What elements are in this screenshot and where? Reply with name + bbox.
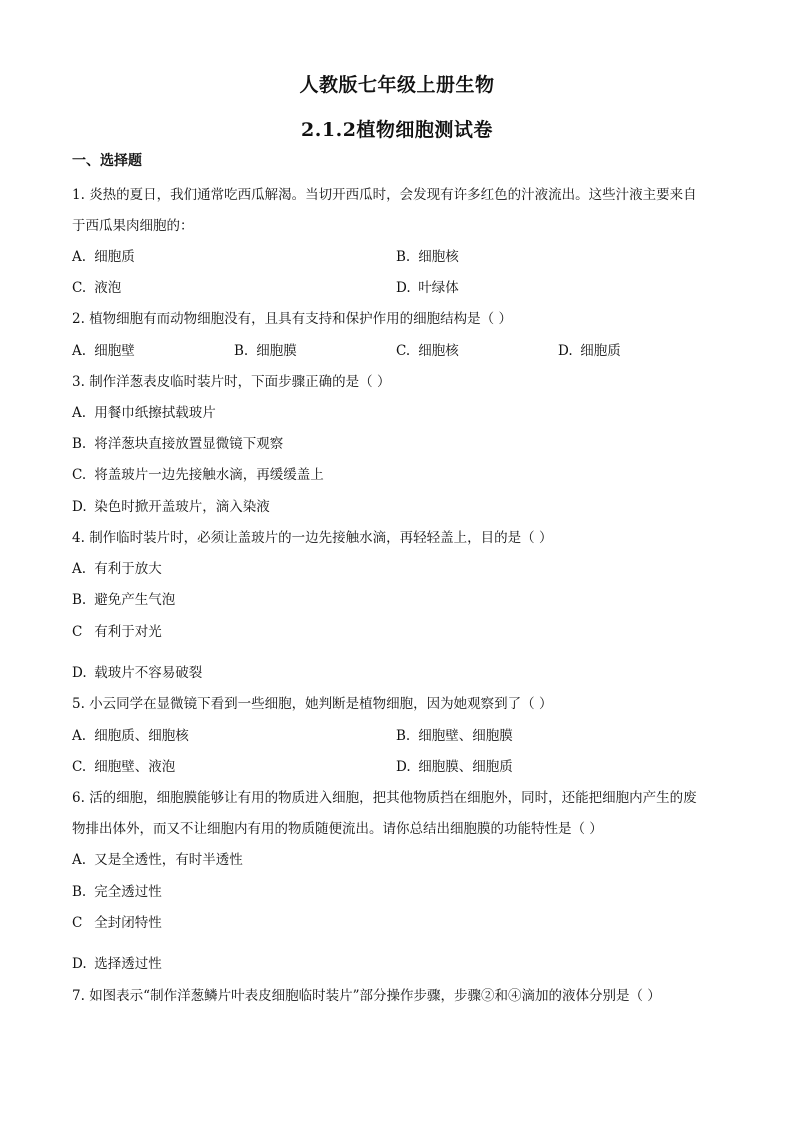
question-6-line-1: [72, 786, 697, 806]
question-3-option-b[interactable]: [72, 432, 283, 452]
question-number: 5.: [72, 696, 85, 712]
option-mark: D.: [558, 343, 573, 359]
question-1-option-b[interactable]: [396, 245, 459, 265]
option-mark: D.: [72, 665, 87, 681]
option-text: 又是全透性，有时半透性: [94, 852, 243, 868]
question-2-option-d[interactable]: [558, 339, 621, 359]
option-mark: B.: [396, 728, 411, 744]
question-text: 小云同学在显微镜下看到一些细胞，她判断是植物细胞，因为她观察到了（ ）: [89, 696, 553, 712]
question-4-option-d[interactable]: [72, 661, 202, 681]
question-1-line-2: 于西瓜果肉细胞的：: [72, 218, 194, 234]
question-7-line-1: [72, 984, 661, 1004]
option-mark: C.: [72, 280, 87, 296]
option-text: 染色时掀开盖玻片，滴入染液: [94, 499, 270, 515]
question-5-option-a[interactable]: [72, 724, 189, 744]
page-title: 人教版七年级上册生物: [299, 74, 495, 96]
question-6-line-2: 物排出体外，而又不让细胞内有用的物质随便流出。请你总结出细胞膜的功能特性是（ ）: [72, 821, 603, 837]
option-text: 细胞质: [580, 343, 621, 359]
option-text: 完全透过性: [94, 884, 162, 900]
question-3-option-c[interactable]: [72, 463, 324, 483]
option-mark: D.: [72, 499, 87, 515]
question-2-option-a[interactable]: [72, 339, 135, 359]
option-mark: C: [72, 624, 83, 640]
question-text: 如图表示“制作洋葱鳞片叶表皮细胞临时装片”部分操作步骤，步骤②和④滴加的液体分别是（ ）: [89, 988, 661, 1004]
question-number: 2.: [72, 311, 85, 327]
option-text: 将盖玻片一边先接触水滴，再缓缓盖上: [94, 467, 324, 483]
option-text: 选择透过性: [94, 956, 162, 972]
page-subtitle: 2.1.2植物细胞测试卷: [301, 119, 493, 141]
option-text: 全封闭特性: [94, 915, 162, 931]
option-mark: B.: [72, 436, 87, 452]
question-number: 7.: [72, 988, 85, 1004]
option-mark: A.: [72, 343, 87, 359]
option-text: 细胞核: [418, 249, 459, 265]
question-6-option-b[interactable]: [72, 880, 162, 900]
question-6-option-c[interactable]: [72, 911, 162, 931]
option-text: 避免产生气泡: [94, 592, 176, 608]
option-mark: A.: [72, 728, 87, 744]
option-mark: B.: [234, 343, 249, 359]
question-text: 制作临时装片时，必须让盖玻片的一边先接触水滴，再轻轻盖上，目的是（ ）: [89, 530, 553, 546]
option-text: 细胞膜: [256, 343, 297, 359]
option-mark: A.: [72, 249, 87, 265]
option-text: 将洋葱块直接放置显微镜下观察: [94, 436, 284, 452]
option-text: 有利于放大: [94, 561, 162, 577]
question-3-option-d[interactable]: [72, 495, 270, 515]
option-text: 细胞壁、细胞膜: [418, 728, 513, 744]
question-text: 活的细胞，细胞膜能够让有用的物质进入细胞，把其他物质挡在细胞外，同时，还能把细胞内产生的废: [89, 790, 697, 806]
question-text: 炎热的夏日，我们通常吃西瓜解渴。当切开西瓜时，会发现有许多红色的汁液流出。这些汁液主要来自: [89, 187, 697, 203]
option-mark: A.: [72, 852, 87, 868]
section-heading: 一、选择题: [72, 153, 142, 169]
option-mark: B.: [72, 592, 87, 608]
option-mark: C.: [396, 343, 411, 359]
question-4-line-1: [72, 526, 552, 546]
question-3-option-a[interactable]: [72, 401, 216, 421]
question-5-option-b[interactable]: [396, 724, 513, 744]
option-text: 细胞核: [418, 343, 459, 359]
question-text: 制作洋葱表皮临时装片时，下面步骤正确的是（ ）: [89, 374, 391, 390]
option-mark: B.: [396, 249, 411, 265]
option-mark: D.: [396, 280, 411, 296]
question-6-option-a[interactable]: [72, 848, 243, 868]
option-text: 载玻片不容易破裂: [94, 665, 203, 681]
option-text: 细胞壁: [94, 343, 135, 359]
question-2-line-1: [72, 307, 512, 327]
option-text: 细胞壁、液泡: [94, 759, 176, 775]
question-1-line-1: [72, 183, 697, 203]
question-number: 4.: [72, 530, 85, 546]
question-6-option-d[interactable]: [72, 952, 162, 972]
option-mark: C: [72, 915, 83, 931]
option-mark: D.: [72, 956, 87, 972]
option-mark: D.: [396, 759, 411, 775]
question-4-option-a[interactable]: [72, 557, 162, 577]
option-text: 细胞质、细胞核: [94, 728, 189, 744]
question-number: 3.: [72, 374, 85, 390]
question-number: 6.: [72, 790, 85, 806]
option-mark: A.: [72, 561, 87, 577]
question-4-option-c[interactable]: [72, 620, 162, 640]
question-5-option-d[interactable]: [396, 755, 513, 775]
question-1-option-c[interactable]: [72, 276, 121, 296]
question-1-option-a[interactable]: [72, 245, 135, 265]
question-text: 植物细胞有而动物细胞没有，且具有支持和保护作用的细胞结构是（ ）: [89, 311, 512, 327]
option-mark: C.: [72, 759, 87, 775]
question-2-option-b[interactable]: [234, 339, 297, 359]
option-text: 液泡: [94, 280, 122, 296]
question-3-line-1: [72, 370, 390, 390]
option-text: 叶绿体: [418, 280, 459, 296]
option-text: 细胞膜、细胞质: [418, 759, 513, 775]
option-text: 用餐巾纸擦拭载玻片: [94, 405, 216, 421]
option-mark: C.: [72, 467, 87, 483]
option-text: 有利于对光: [94, 624, 162, 640]
question-number: 1.: [72, 187, 85, 203]
option-mark: A.: [72, 405, 87, 421]
question-5-option-c[interactable]: [72, 755, 175, 775]
option-mark: B.: [72, 884, 87, 900]
option-text: 细胞质: [94, 249, 135, 265]
question-2-option-c[interactable]: [396, 339, 459, 359]
question-4-option-b[interactable]: [72, 588, 175, 608]
question-5-line-1: [72, 692, 552, 712]
question-1-option-d[interactable]: [396, 276, 459, 296]
